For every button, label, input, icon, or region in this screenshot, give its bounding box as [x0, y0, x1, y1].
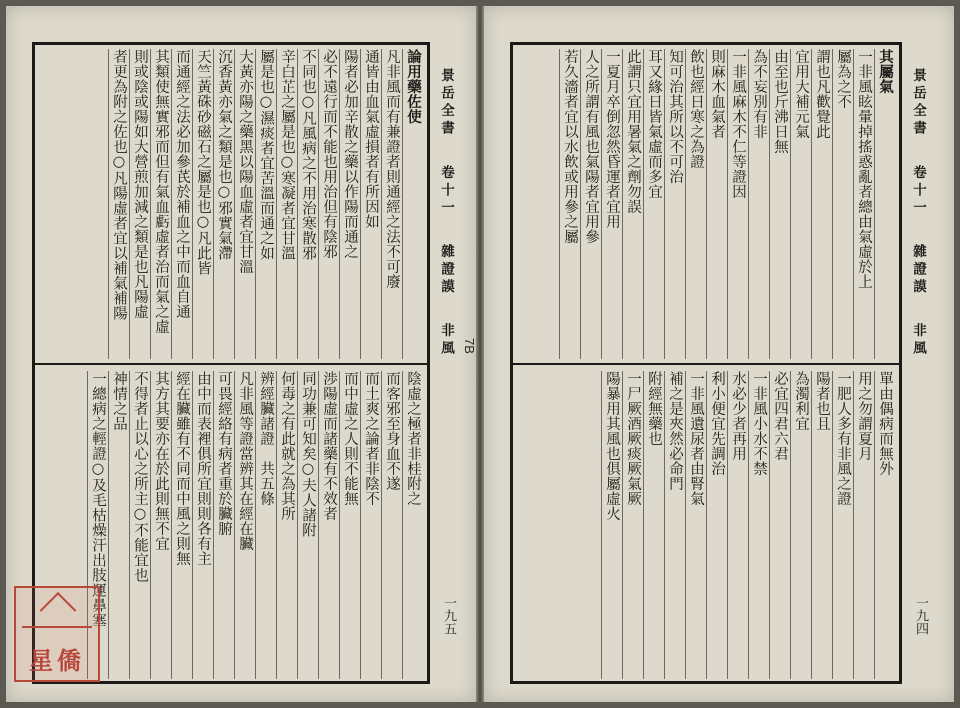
text-column: 而通經之法必加參芪於補血之中而血自通 — [171, 49, 192, 359]
text-column: 為不妄別有非 — [748, 49, 769, 359]
text-column: 天竺黃硃砂磁石之屬是也○凡此皆 — [192, 49, 213, 359]
text-column: 辛白芷之屬是也○寒凝者宜甘溫 — [276, 49, 297, 359]
text-column: 人之所謂有風也氣陽者宜用參 — [580, 49, 601, 359]
text-column: 一非風遺尿者由腎氣 — [685, 371, 706, 679]
text-column: 耳又緣日皆氣虛而多宜 — [643, 49, 664, 359]
text-column: 一肥人多有非風之證 — [832, 371, 853, 679]
left-header-volume: 卷十一 — [438, 164, 454, 218]
text-column: 其方其要亦在於此則無不宜 — [150, 371, 171, 679]
right-running-header — [906, 68, 928, 358]
text-column: 何毒之有此就之為其所 — [276, 371, 297, 679]
text-column: 飲也經日寒之為證 — [685, 49, 706, 359]
text-column: 同功兼可知矣○夫人諸附 — [297, 371, 318, 679]
right-header-topic: 非風 — [910, 323, 926, 359]
text-column: 通皆由血氣虛損者有所因如 — [360, 49, 381, 359]
text-column: 而客邪至身血不遂 — [381, 371, 402, 679]
text-column: 一總病之輕證○及毛枯燥汗出肢運鼻塞 — [87, 371, 108, 679]
right-text-frame — [510, 42, 902, 684]
text-column: 由至也斤沸日無 — [769, 49, 790, 359]
section-heading: 其屬氣 — [874, 49, 895, 359]
text-column: 陽者也且 — [811, 371, 832, 679]
text-column: 可畏經絡有病者重於臟腑 — [213, 371, 234, 679]
text-column: 而土爽之論者非陰不 — [360, 371, 381, 679]
text-column: 則或陰或陽如大營煎加減之類是也凡陽虛 — [129, 49, 150, 359]
text-column: 凡非風等證當辨其在經在臟 — [234, 371, 255, 679]
text-column: 陰虛之極者非桂附之 — [402, 371, 423, 679]
text-column: 渉陽虛而諸藥有不效者 — [318, 371, 339, 679]
text-column: 由中而表裡俱所宜則則各有主 — [192, 371, 213, 679]
right-page — [484, 6, 954, 702]
text-column: 其類使無實邪而但有氣血虧虛者治而氣之虛 — [150, 49, 171, 359]
right-upper-text-block — [517, 49, 895, 359]
right-header-book: 景岳全書 — [910, 68, 926, 138]
left-running-header — [434, 68, 456, 358]
text-column: 一非風小水不禁 — [748, 371, 769, 679]
left-header-topic: 非風 — [438, 323, 454, 359]
left-header-book: 景岳全書 — [438, 68, 454, 138]
text-column: 凡非風而有兼證者則通經之法不可廢 — [381, 49, 402, 359]
text-column: 陽暴用其風也俱屬虛火 — [601, 371, 622, 679]
text-column: 經在臟雖有不同而中風之則無 — [171, 371, 192, 679]
right-lower-text-block — [517, 371, 895, 679]
right-page-number: 一九四 — [913, 596, 928, 635]
text-column: 神情之品 — [108, 371, 129, 679]
text-column: 水必少者再用 — [727, 371, 748, 679]
text-column: 此謂只宜用暑氣之劑勿誤 — [622, 49, 643, 359]
text-column: 知可治其所以不可治 — [664, 49, 685, 359]
text-column: 用之勿謂夏月 — [853, 371, 874, 679]
seal-roof-mark — [40, 592, 77, 629]
right-header-section: 雜證謨 — [910, 243, 926, 297]
text-column: 屬為之不 — [832, 49, 853, 359]
text-column: 一非風麻木不仁等證因 — [727, 49, 748, 359]
text-column: 附經無藥也 — [643, 371, 664, 679]
text-column: 陽者必加辛散之藥以作陽而通之 — [339, 49, 360, 359]
text-column: 不得者止以心之所主○不能宜也 — [129, 371, 150, 679]
right-header-volume: 卷十一 — [910, 164, 926, 218]
text-column: 辨經臟諸證 共五條 — [255, 371, 276, 679]
text-column: 必宜四君六君 — [769, 371, 790, 679]
seal-text: 星僑 — [29, 646, 85, 675]
text-column: 屬是也○濕痰者宜苦溫而通之如 — [255, 49, 276, 359]
text-column: 謂也凡歡覺此 — [811, 49, 832, 359]
left-upper-text-block — [39, 49, 423, 359]
text-column: 宜用大補元氣 — [790, 49, 811, 359]
text-column: 沉香黃亦氣之類是也○邪實氣滯 — [213, 49, 234, 359]
text-column: 單由偶病而無外 — [874, 371, 895, 679]
seal-divider — [22, 626, 92, 628]
gutter-mark: 7B — [462, 338, 477, 354]
text-column: 則麻木血氣者 — [706, 49, 727, 359]
text-column: 一夏月卒倒忽然昏運者宜用 — [601, 49, 622, 359]
text-column: 大黃亦陽之藥黑以陽血虛者宜甘溫 — [234, 49, 255, 359]
book-spine — [476, 6, 484, 702]
left-page-number: 一九五 — [441, 596, 456, 635]
text-column: 一尸厥酒厥痰厥氣厥 — [622, 371, 643, 679]
text-column: 若久濇者宜以水飲或用參之屬 — [559, 49, 580, 359]
text-column: 不同也○凡風病之不用治寒散邪 — [297, 49, 318, 359]
text-column: 為濁利宜 — [790, 371, 811, 679]
text-column: 一非風眩暈掉搖惑亂者總由氣虛於上 — [853, 49, 874, 359]
text-column: 必不遠行而不能也用治但有陰邪 — [318, 49, 339, 359]
text-column: 補之是夾然必命門 — [664, 371, 685, 679]
library-seal-stamp — [14, 586, 100, 682]
text-column: 利小便宜先調治 — [706, 371, 727, 679]
left-header-section: 雜證謨 — [438, 243, 454, 297]
text-column: 而中虛之人則不能無 — [339, 371, 360, 679]
left-page — [6, 6, 476, 702]
text-column: 者更為附之佐也○凡陽虛者宜以補氣補陽 — [108, 49, 129, 359]
section-heading: 論用藥佐使 — [402, 49, 423, 359]
